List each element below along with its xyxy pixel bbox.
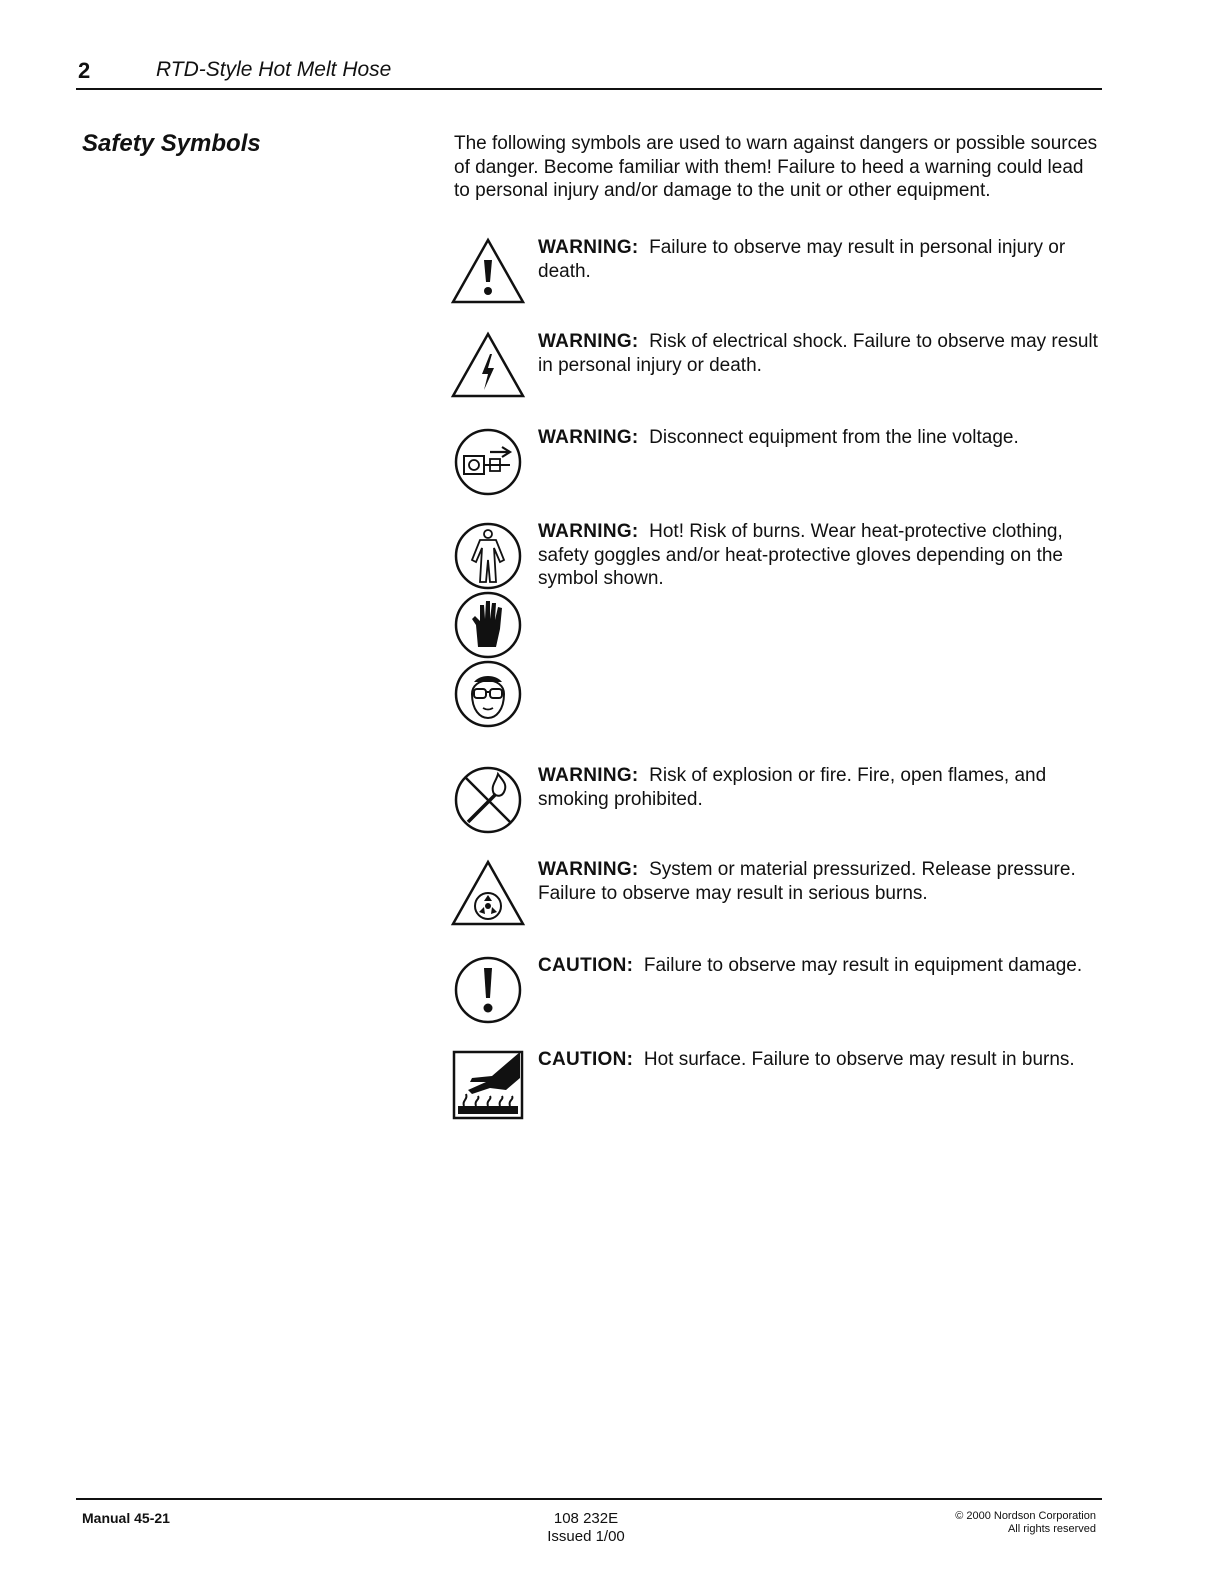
manual-number: Manual 45-21 <box>82 1510 170 1526</box>
copyright-notice <box>955 1510 1096 1536</box>
warning-label: WARNING: <box>538 237 639 258</box>
exclamation-triangle-icon <box>450 236 526 306</box>
safety-entry-text <box>538 858 1098 905</box>
safety-entry-text <box>538 1048 1098 1072</box>
caution-label: CAUTION: <box>538 955 634 976</box>
page-number: 2 <box>78 58 91 83</box>
rights-line: All rights reserved <box>1007 1523 1096 1535</box>
warning-description: Failure to observe may result in personal injury or death. <box>538 237 1066 282</box>
protective-clothing-icon <box>450 520 526 592</box>
no-open-flame-icon <box>450 764 526 836</box>
safety-entry-text <box>538 954 1098 978</box>
warning-description: Disconnect equipment from the line voltage. <box>649 427 1019 448</box>
safety-entry-text <box>538 426 1098 450</box>
section-title: Safety Symbols <box>82 130 261 157</box>
warning-label: WARNING: <box>538 331 639 352</box>
issue-date: Issued 1/00 <box>547 1528 625 1545</box>
hot-surface-icon <box>450 1048 526 1122</box>
intro-paragraph: The following symbols are used to warn against dangers or possible sources of danger. Become familiar with them! Failure to heed a warning could lead to personal injury and/or damage to the unit or other equipment. <box>454 133 1098 201</box>
copyright-line: © 2000 Nordson Corporation <box>955 1510 1096 1522</box>
warning-label: WARNING: <box>538 427 639 448</box>
safety-entry-text <box>538 236 1098 283</box>
pressurized-triangle-icon <box>450 858 526 928</box>
page-header <box>76 56 1102 90</box>
warning-label: WARNING: <box>538 765 639 786</box>
warning-description: Risk of explosion or fire. Fire, open flames, and smoking prohibited. <box>538 765 1047 810</box>
safety-entry-text <box>538 520 1098 591</box>
caution-description: Hot surface. Failure to observe may result in burns. <box>643 1049 1075 1070</box>
electric-shock-triangle-icon <box>450 330 526 400</box>
warning-label: WARNING: <box>538 859 639 880</box>
warning-description: Hot! Risk of burns. Wear heat-protective clothing, safety goggles and/or heat-protective gloves depending on the symbol shown. <box>538 521 1063 589</box>
safety-goggles-icon <box>450 658 526 730</box>
disconnect-plug-icon <box>450 426 526 498</box>
warning-description: System or material pressurized. Release pressure. Failure to observe may result in serious burns. <box>538 859 1076 904</box>
safety-entry-text <box>538 330 1098 377</box>
document-title: RTD-Style Hot Melt Hose <box>156 58 392 81</box>
warning-label: WARNING: <box>538 521 639 542</box>
part-number: 108 232E <box>553 1510 619 1527</box>
caution-description: Failure to observe may result in equipment damage. <box>643 955 1083 976</box>
page-footer <box>76 1498 1102 1550</box>
protective-gloves-icon <box>450 589 526 661</box>
safety-entry-text <box>538 764 1098 811</box>
part-info <box>516 1510 656 1546</box>
caution-exclamation-circle-icon <box>450 954 526 1026</box>
warning-description: Risk of electrical shock. Failure to observe may result in personal injury or death. <box>538 331 1098 376</box>
caution-label: CAUTION: <box>538 1049 634 1070</box>
